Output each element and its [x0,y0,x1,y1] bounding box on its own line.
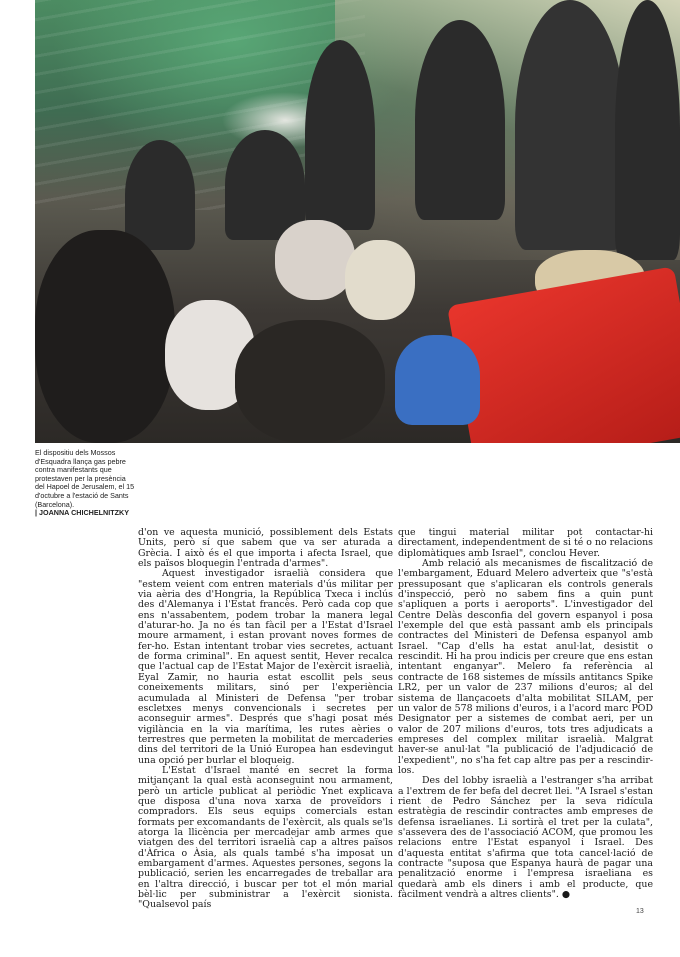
caption-text: El dispositiu dels Mossos d'Esquadra llança gas pebre contra manifestants que protestaven per la presència del Hapoel de Jerusalem, el 15 d'octubre a l'estació de Sants (Barcelona). [35,448,135,509]
police-officer [515,0,625,250]
police-officer [415,20,505,220]
red-barrier [447,266,680,443]
article-column-1 [138,528,393,911]
paragraph: L'Estat d'Israel manté en secret la forma mitjançant la qual està aconseguint nou armament, però un article publicat al periòdic Ynet explicava que disposa d'una nova xarxa de proveïdors i compradors. Els seus equips comercials estan formats per excomandants de l'exèrcit, als quals se'ls atorga la llicència per mercadejar amb armes que viatgen des del territori israelià cap a altres països d'Àfrica o Àsia, als quals també s'ha imposat un embargament d'armes. Aquestes persones, segons la publicació, serien les encarregades de treballar ara en l'altra direcció, i buscar per tot el món marial bèl·lic per subministrar a l'exèrcit sionista. "Qualsevol país [138,764,393,911]
end-mark-icon: ● [561,889,571,901]
photo-credit: | JOANNA CHICHELNITZKY [35,508,129,518]
protester-blonde [345,240,415,320]
article-column-2 [398,528,653,900]
protesters [35,230,175,443]
police-officer [615,0,680,260]
news-photo [35,0,680,443]
paragraph: que tingui material militar pot contactar-hi directament, independentment de si té o no relacions diplomàtiques amb Israel", conclou Hever. [398,527,653,559]
protesters [235,320,385,443]
paragraph: Aquest investigador israelià considera que "estem veient com entren materials d'ús militar per via aèria des d'Hongria, la República Txeca i inclús des d'Alemanya i l'Estat francès. Però cada cop que ens n'assabentem, podem trobar la manera legal d'aturar-ho. Ja no és tan fàcil per a l'Estat d'Israel moure armament, i estan provant noves formes de fer-ho. Estan intentant trobar vies secretes, actuant de forma criminal". En aquest sentit, Hever recalca que l'actual cap de l'Estat Major de l'exèrcit israelià, Eyal Zamir, no hauria estat escollit pels seus coneixements militars, sinó per l'experiència acumulada al Ministeri de Defensa "per trobar escletxes menys convencionals i secretes per aconseguir armes". Després que s'hagi posat més vigilància en la via marítima, les rutes aèries o terrestres que permeten la mobilitat de mercaderies dins del territori de la Unió Europea han esdevingut una opció per burlar el bloqueig. [138,568,393,766]
paragraph: Amb relació als mecanismes de fiscalització de l'embargament, Eduard Melero adverteix que "s'està pressuposant que s'aplicaran els controls generals d'inspecció, però no sabem fins a quin punt s'apliquen a ports i aeroports". L'investigador del Centre Delàs desconfia del govern espanyol i posa l'exemple del que està passant amb els principals contractes del Ministeri de Defensa espanyol amb Israel. "Cap d'ells ha estat anul·lat, desistit o rescindit. Hi ha prou indicis per creure que ens estan intentant enganyar". Melero fa referència al contracte de 168 sistemes de míssils antitancs Spike LR2, per un valor de 237 milions d'euros; al del sistema de llançacoets d'alta mobilitat SILAM, per un valor de 578 milions d'euros, i a l'acord marc POD Designator per a sistemes de combat aeri, per un valor de 207 milions d'euros, tots tres adjudicats a empreses del complex militar israelià. Malgrat haver-se anul·lat "la publicació de l'adjudicació de l'expedient", no s'ha fet cap altre pas per a rescindir-los. [398,558,653,776]
paragraph [398,776,653,900]
photo-caption [35,449,135,518]
protester-blue-hood [395,335,480,425]
police-officer [125,140,195,250]
protester-keffiyeh [275,220,355,300]
police-officer [305,40,375,230]
paragraph: d'on ve aquesta munició, possiblement dels Estats Units, però sí que sabem que va ser aturada a Grècia. I això és el que importa i afecta Israel, que els països bloquegin l'entrada d'armes". [138,527,393,570]
page-number: 13 [636,908,644,915]
paragraph-text: Des del lobby israelià a l'estranger s'ha arribat a l'extrem de fer befa del decret llei. "A Israel s'estan rient de Pedro Sánchez per la seva ridícula estratègia de rescindir contractes amb empreses de defensa israelianes. Li sortirà el tret per la culata", s'assevera des de l'associació ACOM, que promou les relacions entre l'Estat espanyol i Israel. Des d'aquesta entitat s'afirma que tota cancel·lació de contracte "suposa que Espanya haurà de pagar una penalització enorme i l'empresa israeliana es quedarà amb els diners i amb el producte, que fàcilment vendrà a altres clients". [398,775,653,901]
